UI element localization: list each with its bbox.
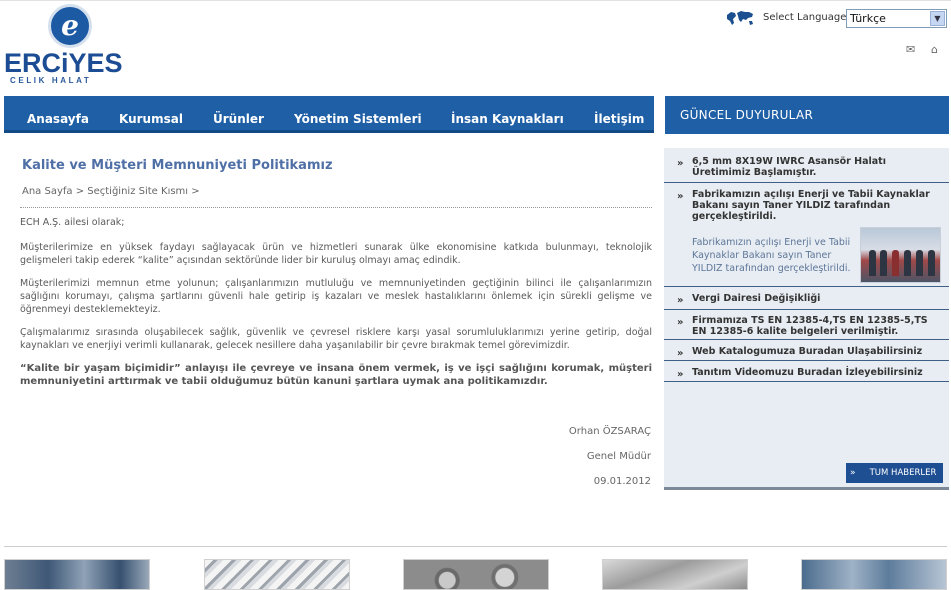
world-map-icon xyxy=(725,10,755,26)
product-thumbnail[interactable] xyxy=(801,559,947,590)
chevron-right-icon: » xyxy=(677,295,684,306)
announcements-title: GÜNCEL DUYURULAR xyxy=(680,108,814,122)
news-item[interactable]: » 6,5 mm 8X19W IWRC Asansör Halatı Üretimimiz Başlamıştır. xyxy=(664,156,949,183)
mail-icon[interactable]: ✉ xyxy=(906,43,916,56)
language-label: Select Language xyxy=(763,12,847,23)
news-feature-text: Fabrikamızın açılışı Enerji ve Tabii Kaynaklar Bakanı sayın Taner YILDIZ tarafından gerçekleştirildi. xyxy=(692,237,851,274)
language-selected-value: Türkçe xyxy=(850,12,886,25)
policy-statement: “Kalite bir yaşam biçimidir” anlayışı ile çevreye ve insana önem vermek, iş ve işçi sağlığını korumak, müşteri memnuniyetini arttırmak ve tabii olduğumuz bütün kanuni şartlara uymak ana politikamızdır. xyxy=(20,363,652,387)
home-icon[interactable]: ⌂ xyxy=(931,43,938,56)
double-chevron-icon: » xyxy=(850,468,856,478)
language-selector xyxy=(725,8,947,30)
announcements-header xyxy=(665,96,949,134)
logo-tagline: CELIK HALAT xyxy=(10,76,92,85)
news-item[interactable]: » Web Katalogumuza Buradan Ulaşabilirsiniz xyxy=(664,346,949,361)
chevron-right-icon: » xyxy=(677,317,684,328)
main-navigation xyxy=(4,96,654,133)
paragraph-intro: ECH A.Ş. ailesi olarak; xyxy=(20,217,125,228)
nav-item-yonetim-sistemleri[interactable]: Yönetim Sistemleri xyxy=(294,112,422,126)
product-thumbnail[interactable] xyxy=(602,559,748,590)
chevron-right-icon: » xyxy=(677,191,684,202)
signature-date: 09.01.2012 xyxy=(593,476,651,487)
all-news-button[interactable]: » TUM HABERLER xyxy=(846,463,943,483)
news-item[interactable]: » Vergi Dairesi Değişikliği xyxy=(664,293,949,310)
nav-item-iletisim[interactable]: İletişim xyxy=(594,112,645,126)
product-thumbnail[interactable] xyxy=(204,559,350,590)
language-dropdown[interactable] xyxy=(846,9,947,28)
nav-item-insan-kaynaklari[interactable]: İnsan Kaynakları xyxy=(451,112,564,126)
divider xyxy=(20,207,652,208)
nav-item-anasayfa[interactable]: Anasayfa xyxy=(27,112,89,126)
logo-wordmark: ERCiYES xyxy=(4,48,123,78)
breadcrumb[interactable]: Ana Sayfa > Seçtiğiniz Site Kısmı > xyxy=(22,186,200,197)
signature-role: Genel Müdür xyxy=(586,451,651,462)
paragraph-environment: Çalışmalarımız sırasında oluşabilecek sağlık, güvenlik ve çevresel risklere karşı yasal sorumluluklarımızı yerine getirip, doğal kaynakları ve enerjiyi verimli kullanarak, gelecek nesillere daha yaşanılabilir bir çevre bırakmak temel görevimizdir. xyxy=(20,327,652,351)
nav-item-urunler[interactable]: Ürünler xyxy=(213,112,264,126)
signature-name: Orhan ÖZSARAÇ xyxy=(568,426,651,437)
chevron-right-icon: » xyxy=(677,348,684,359)
dropdown-arrow-icon[interactable]: ▼ xyxy=(930,11,945,26)
paragraph-employees: Müşterilerimizi memnun etme yolunun; çalışanlarımızın mutluluğu ve memnuniyetinden geçtiğinin bilinci ile çalışanlarımızın sağlığını korumayı, çalışma şartlarını güvenli hale getirip iş kazaları ve meslek hastalıklarını önlemek için sürekli gelişme ve öğrenmeyi desteklemekteyiz. xyxy=(20,278,652,315)
page-title: Kalite ve Müşteri Memnuniyeti Politikamız xyxy=(22,158,333,173)
paragraph-customers: Müşterilerimize en yüksek faydayı sağlayacak ürün ve hizmetleri sunarak ülke ekonomisine katkıda bulunmayı, teknolojik gelişmeleri takip ederek “kalite” açısından sektöründe lider bir kuruluş olmayı amaç edindik. xyxy=(20,242,652,266)
news-feature-photo[interactable] xyxy=(860,227,941,283)
product-thumbnail[interactable] xyxy=(4,559,150,590)
news-item[interactable]: » Firmamıza TS EN 12385-4,TS EN 12385-5,TS EN 12385-6 kalite belgeleri verilmiştir. xyxy=(664,315,949,340)
sidebar-bottom-border xyxy=(664,487,949,490)
site-logo[interactable] xyxy=(4,4,134,88)
chevron-right-icon: » xyxy=(677,369,684,380)
logo-mark-icon: e xyxy=(48,4,92,48)
chevron-right-icon: » xyxy=(677,158,684,169)
news-item[interactable]: » Fabrikamızın açılışı Enerji ve Tabii Kaynaklar Bakanı sayın Taner YILDIZ tarafından gerçekleştirildi. xyxy=(664,189,949,287)
nav-item-kurumsal[interactable]: Kurumsal xyxy=(119,112,183,126)
footer-divider xyxy=(4,546,947,547)
header-utility-icons xyxy=(906,44,946,56)
top-border xyxy=(0,0,951,1)
news-item[interactable]: » Tanıtım Videomuzu Buradan İzleyebilirsiniz xyxy=(664,367,949,382)
product-thumbnail[interactable] xyxy=(403,559,549,590)
